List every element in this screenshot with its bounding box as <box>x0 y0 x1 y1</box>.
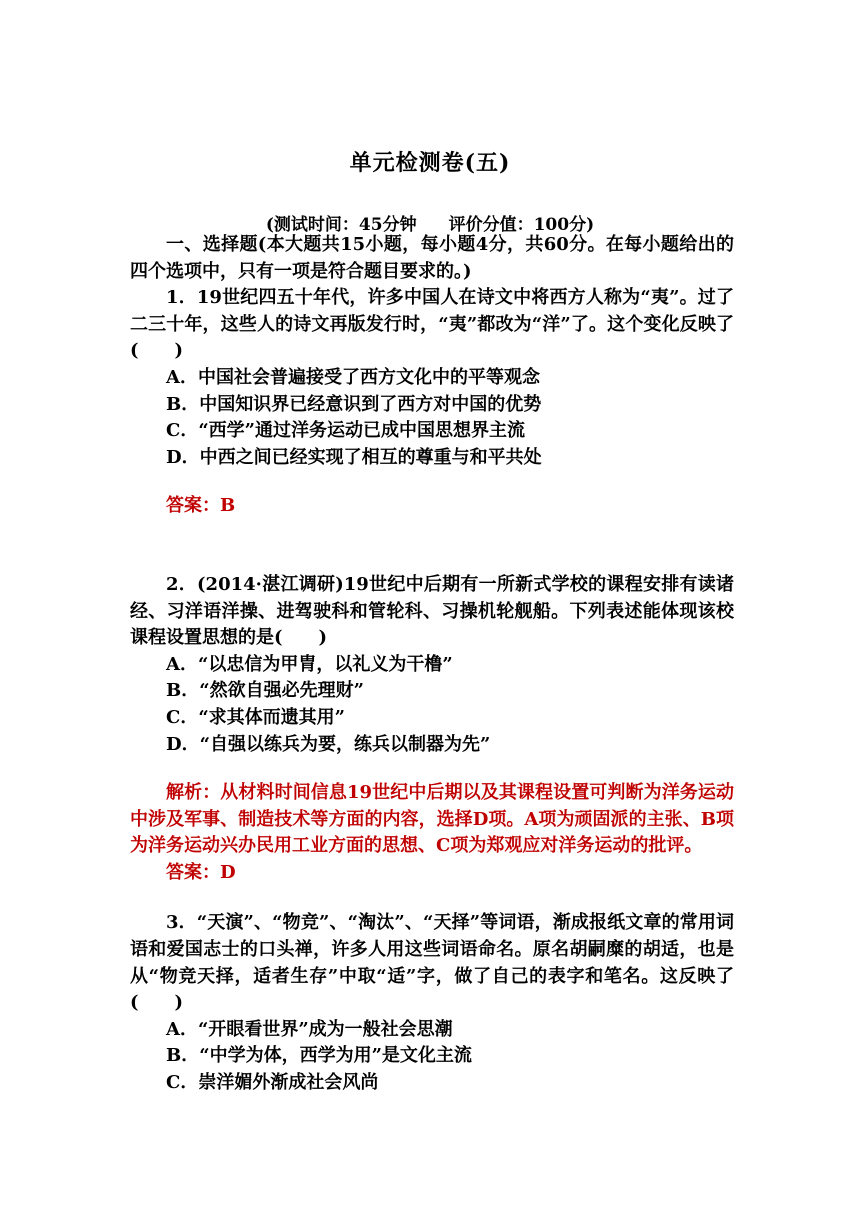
option-a: A．“开眼看世界”成为一般社会思潮 <box>166 1018 453 1040</box>
question-stem: 3．“天演”、“物竞”、“淘汰”、“天择”等词语，渐成报纸文章的常用词语和爱国志士的口头禅，许多人用这些词语命名。原名胡嗣糜的胡适，也是从“物竞天择，适者生存”中取“适”字，做了自己的表字和笔名。这反映了( ) <box>130 912 734 1014</box>
answer-label: 答案：B <box>166 495 236 517</box>
option-c: C．崇洋媚外渐成社会风尚 <box>166 1072 379 1094</box>
question-stem: 2．(2014·湛江调研)19世纪中后期有一所新式学校的课程安排有读诸经、习洋语洋操、进驾驶科和管轮科、习操机轮舰船。下列表述能体现该校课程设置思想的是( ) <box>130 573 734 649</box>
question-1 <box>130 285 734 520</box>
exam-score: 评价分值：100分) <box>448 215 595 235</box>
page-title: 单元检测卷(五) <box>349 150 511 176</box>
option-c: C．“西学”通过洋务运动已成中国思想界主流 <box>166 420 526 442</box>
exam-content <box>130 232 734 1097</box>
question-2 <box>130 572 734 887</box>
option-b: B．“然欲自强必先理财” <box>166 680 364 702</box>
option-a: A．“以忠信为甲胄，以礼义为干橹” <box>166 653 453 675</box>
option-c: C．“求其体而遗其用” <box>166 706 346 728</box>
section-heading: 一、选择题(本大题共15小题，每小题4分，共60分。在每小题给出的四个选项中，只有一项是符合题目要求的。) <box>130 234 734 282</box>
option-b: B．中国知识界已经意识到了西方对中国的优势 <box>166 393 542 415</box>
answer-label: 答案：D <box>166 861 236 883</box>
question-stem: 1．19世纪四五十年代，许多中国人在诗文中将西方人称为“夷”。过了二三十年，这些人的诗文再版发行时，“夷”都改为“洋”了。这个变化反映了( ) <box>130 287 734 362</box>
exam-time: (测试时间：45分钟 <box>265 215 417 235</box>
option-b: B．“中学为体，西学为用”是文化主流 <box>166 1045 472 1067</box>
explanation: 解析：从材料时间信息19世纪中后期以及其课程设置可判断为洋务运动中涉及军事、制造技术等方面的内容，选择D项。A项为顽固派的主张、B项为洋务运动兴办民用工业方面的思想、C项为郑观应对洋务运动的批评。 <box>130 782 734 857</box>
option-a: A．中国社会普遍接受了西方文化中的平等观念 <box>166 366 540 388</box>
option-d: D．中西之间已经实现了相互的尊重与和平共处 <box>166 446 542 468</box>
question-3 <box>130 910 734 1096</box>
option-d: D．“自强以练兵为要，练兵以制器为先” <box>166 733 491 755</box>
